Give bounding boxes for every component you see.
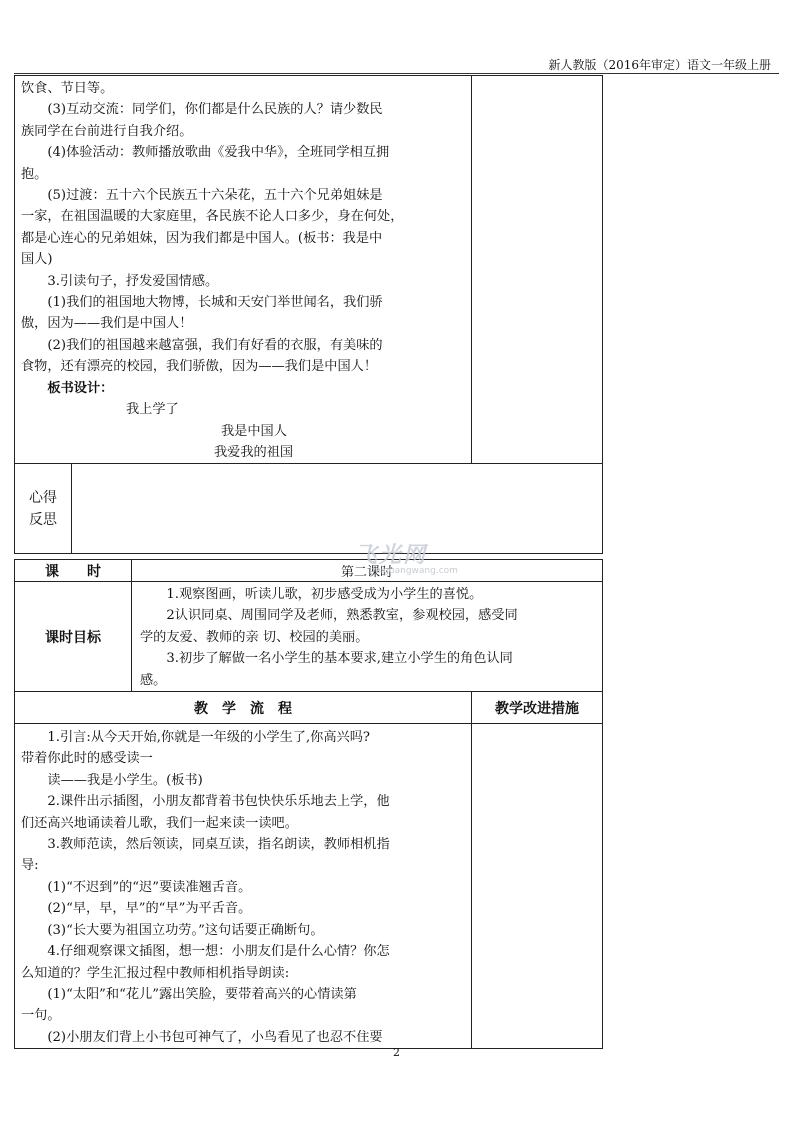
flow-line: 导: xyxy=(21,858,39,874)
text-line: 都是心连心的兄弟姐妹，因为我们都是中国人。(板书：我是中 xyxy=(21,230,383,246)
text-line: 饮食、节日等。 xyxy=(21,81,114,96)
continuation-content xyxy=(15,76,472,464)
reflection-label: 心得 反思 xyxy=(15,464,72,554)
goal-line: 3.初步了解做一名小学生的基本要求,建立小学生的角色认同 xyxy=(166,651,513,667)
flow-line: (2)“早，早，早”的“早”为平舌音。 xyxy=(47,901,252,917)
text-line: 一家，在祖国温暖的大家庭里，各民族不论人口多少，身在何处， xyxy=(21,209,404,225)
text-line: 食物，还有漂亮的校园，我们骄傲，因为——我们是中国人！ xyxy=(21,359,378,375)
page-number: 2 xyxy=(393,1046,400,1059)
board-line: 我上学了 xyxy=(126,402,179,418)
watermark-logo: 飞光网 xyxy=(355,543,428,568)
board-line: 我是中国人 xyxy=(221,423,287,439)
goal-line: 学的友爱、教师的亲 切、校园的美丽。 xyxy=(140,629,369,645)
text-line: 傲，因为——我们是中国人！ xyxy=(21,316,193,332)
reflection-content xyxy=(72,464,603,554)
flow-line: 带着你此时的感受读一 xyxy=(21,751,153,767)
page-header: 新人教版（2016年审定）语文一年级上册 xyxy=(548,58,771,72)
flow-line: (1)“不迟到”的“迟”要读准翘舌音。 xyxy=(47,879,252,895)
flow-line: 1.引言:从今天开始,你就是一年级的小学生了,你高兴吗? xyxy=(47,730,370,746)
goals-content xyxy=(132,582,603,692)
text-line: (3)互动交流：同学们，你们都是什么民族的人？请少数民 xyxy=(47,102,383,118)
text-line: (4)体验活动：教师播放歌曲《爱我中华》，全班同学相互拥 xyxy=(47,145,390,161)
flow-line: (3)“长大要为祖国立功劳。”这句话要正确断句。 xyxy=(47,922,324,938)
flow-content xyxy=(15,724,472,1049)
goal-line: 2认识同桌、周围同学及老师，熟悉教室，参观校园，感受同 xyxy=(166,608,518,624)
flow-line: 2.课件出示插图，小朋友都背着书包快快乐乐地去上学，他 xyxy=(47,794,390,810)
text-line: 国人) xyxy=(21,252,53,268)
header-rule xyxy=(14,73,779,74)
goals-label: 课时目标 xyxy=(15,582,132,692)
flow-line: (2)小朋友们背上小书包可神气了，小鸟看见了也忍不住要 xyxy=(47,1029,383,1045)
flow-line: 么知道的？学生汇报过程中教师相机指导朗读: xyxy=(21,965,290,981)
goal-line: 1.观察图画，听读儿歌，初步感受成为小学生的喜悦。 xyxy=(166,587,483,602)
improvement-cell xyxy=(472,76,603,464)
flow-line: 4.仔细观察课文插图，想一想：小朋友们是什么心情？你怎 xyxy=(47,944,390,960)
text-line: (1)我们的祖国地大物博，长城和天安门举世闻名，我们骄 xyxy=(47,295,383,311)
text-line: 3.引读句子，抒发爱国情感。 xyxy=(47,273,219,289)
flow-line: 读——我是小学生。(板书) xyxy=(47,772,203,788)
text-line: (5)过渡：五十六个民族五十六朵花，五十六个兄弟姐妹是 xyxy=(47,188,383,204)
period-label: 课 时 xyxy=(15,560,132,582)
text-line: (2)我们的祖国越来越富强，我们有好看的衣服，有美味的 xyxy=(47,337,383,353)
flow-line: 们还高兴地诵读着儿歌，我们一起来读一读吧。 xyxy=(21,815,298,831)
improvement-header: 教学改进措施 xyxy=(472,692,603,724)
flow-line: 3.教师范读，然后领读，同桌互读，指名朗读，教师相机指 xyxy=(47,837,390,853)
lesson-table xyxy=(14,559,603,1049)
flow-header: 教 学 流 程 xyxy=(15,692,472,724)
text-line: 抱。 xyxy=(21,166,48,182)
text-line: 族同学在台前进行自我介绍。 xyxy=(21,123,193,139)
board-line: 我爱我的祖国 xyxy=(214,444,294,460)
goal-line: 感。 xyxy=(140,672,167,688)
flow-line: (1)“太阳”和“花儿”露出笑脸，要带着高兴的心情读第 xyxy=(47,986,357,1002)
period-value: 第二课时 xyxy=(132,560,603,582)
board-design-label: 板书设计： xyxy=(47,380,114,396)
flow-line: 一句。 xyxy=(21,1008,61,1024)
improvement-content xyxy=(472,724,603,1049)
continuation-table xyxy=(14,75,603,554)
watermark-url: feiguangwang.com xyxy=(372,566,458,576)
